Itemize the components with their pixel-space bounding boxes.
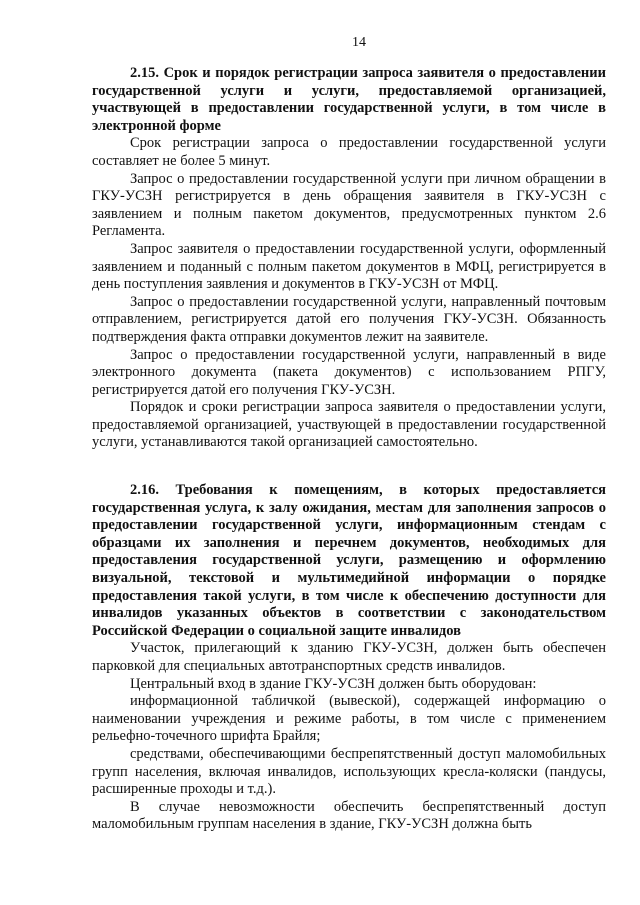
- paragraph: информационной табличкой (вывеской), содержащей информацию о наименовании учреждения и режиме работы, в том числе с применением рельефно-точечного шрифта Брайля;: [92, 693, 606, 745]
- section-2-15: [92, 65, 606, 452]
- section-2-16-heading: 2.16. Требования к помещениям, в которых предоставляется государственная услуга, к залу ожидания, местам для заполнения запросов о предоставлении государственной услуги, информационным стендам с образцами их заполнения и перечнем документов, необходимых для предоставления государственной услуги, размещению и оформлению визуальной, текстовой и мультимедийной информации о порядке предоставления такой услуги, в том числе к обеспечению доступности для инвалидов указанных объектов в соответствии с законодательством Российской Федерации о социальной защите инвалидов: [92, 482, 606, 639]
- paragraph: средствами, обеспечивающими беспрепятственный доступ маломобильных групп населения, включая инвалидов, использующих кресла-коляски (пандусы, расширенные проходы и т.д.).: [92, 745, 606, 798]
- paragraph: Запрос о предоставлении государственной услуги, направленный почтовым отправлением, регистрируется датой его получения ГКУ-УСЗН. Обязанность подтверждения факта отправки документов лежит на заявителе.: [92, 293, 606, 345]
- paragraph: В случае невозможности обеспечить беспрепятственный доступ маломобильным группам населения в здание, ГКУ-УСЗН должна быть: [92, 798, 606, 833]
- paragraph: Участок, прилегающий к зданию ГКУ-УСЗН, должен быть обеспечен парковкой для специальных автотранспортных средств инвалидов.: [92, 640, 606, 674]
- paragraph: Центральный вход в здание ГКУ-УСЗН должен быть оборудован:: [130, 675, 537, 692]
- section-2-15-heading: 2.15. Срок и порядок регистрации запроса заявителя о предоставлении государственной услуги и услуги, предоставляемой организацией, участвующей в предоставлении государственной услуги, в том числе в электронной форме: [92, 65, 606, 134]
- paragraph: Порядок и сроки регистрации запроса заявителя о предоставлении услуги, предоставляемой организацией, участвующей в предоставлении государственной услуги, устанавливаются такой организацией самостоятельно.: [92, 399, 606, 451]
- paragraph: Запрос заявителя о предоставлении государственной услуги, оформленный заявлением и поданный с полным пакетом документов в МФЦ, регистрируется в день поступления заявления и документов в ГКУ-УСЗН от МФЦ.: [92, 240, 606, 293]
- paragraph: Запрос о предоставлении государственной услуги при личном обращении в ГКУ-УСЗН регистрируется в день обращения заявителя в ГКУ-УСЗН с заявлением и полным пакетом документов, предусмотренных пунктом 2.6 Регламента.: [92, 170, 606, 240]
- paragraph: Запрос о предоставлении государственной услуги, направленный в виде электронного документа (пакета документов) с использованием РПГУ, регистрируется датой его получения ГКУ-УСЗН.: [92, 346, 606, 398]
- section-2-16: [92, 482, 606, 834]
- page-number: 14: [352, 35, 366, 50]
- section-gap: [92, 452, 606, 482]
- paragraph: Срок регистрации запроса о предоставлении государственной услуги составляет не более 5 минут.: [92, 135, 606, 169]
